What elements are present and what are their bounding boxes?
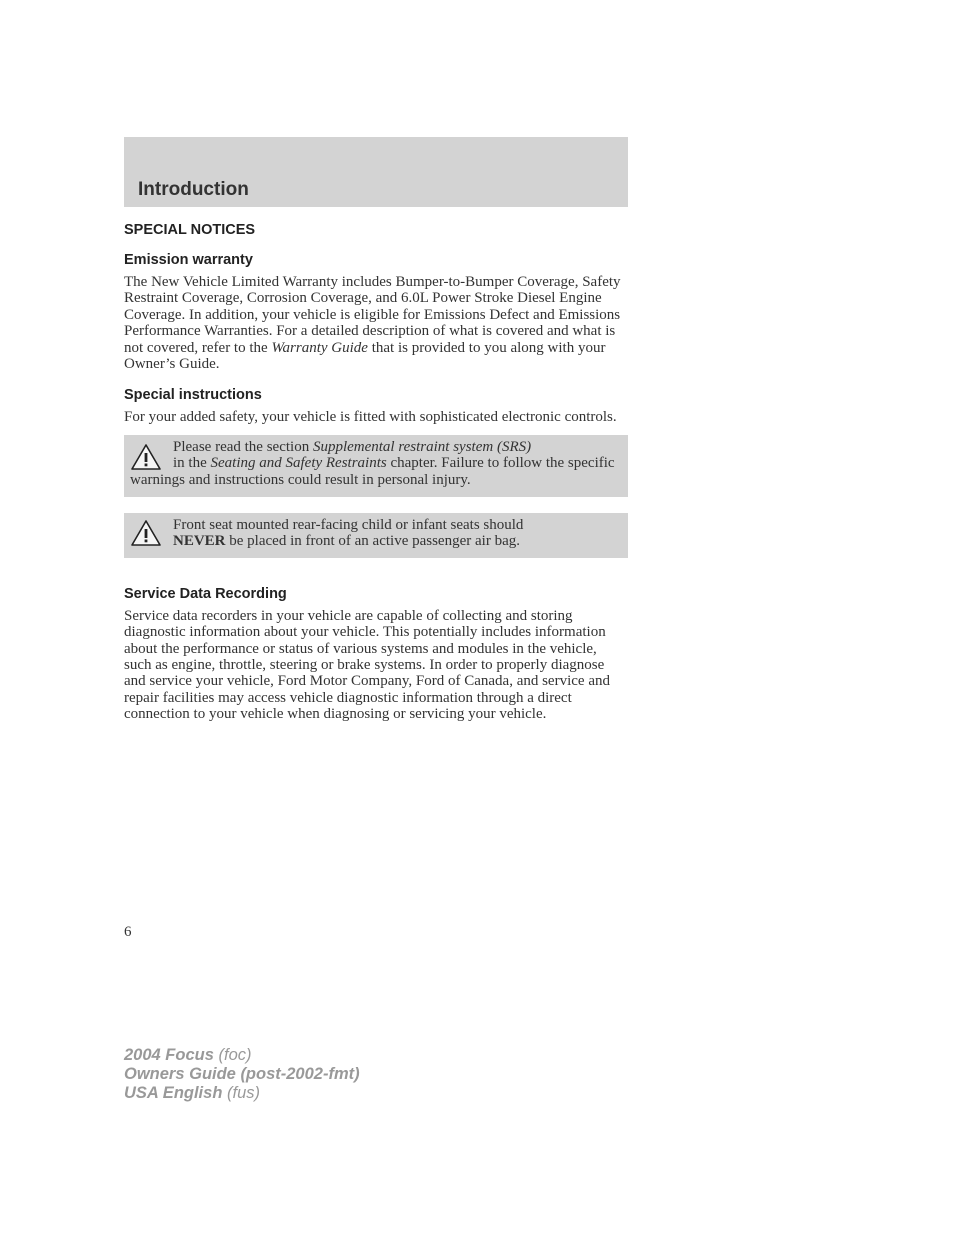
footer-guide: Owners Guide (post-2002-fmt) bbox=[124, 1065, 360, 1083]
child-seat-warning-text bbox=[130, 517, 622, 550]
warning-triangle-icon bbox=[130, 519, 162, 552]
footer-line-3 bbox=[124, 1084, 360, 1103]
section-title: SPECIAL NOTICES bbox=[124, 222, 256, 238]
warning-triangle-icon bbox=[130, 443, 162, 476]
srs-section-title: Supplemental restraint system (SRS) bbox=[312, 438, 532, 455]
page-content bbox=[124, 220, 628, 723]
footer-language: USA English bbox=[124, 1084, 223, 1102]
footer-language-code: (fus) bbox=[227, 1084, 260, 1102]
warranty-guide-title: Warranty Guide bbox=[271, 339, 368, 356]
srs-warning-pre: Please read the section bbox=[173, 438, 310, 455]
child-seat-warning-box bbox=[124, 513, 628, 558]
srs-warning-text bbox=[130, 439, 622, 489]
page-number: 6 bbox=[124, 924, 132, 940]
srs-warning-post: chapter. Failure to follow the specific warnings and instructions could result in personal injury. bbox=[130, 455, 615, 489]
chapter-title: Introduction bbox=[138, 179, 249, 200]
emission-heading: Emission warranty bbox=[124, 252, 253, 268]
chapter-header bbox=[124, 137, 628, 207]
footer-model: 2004 Focus bbox=[124, 1046, 214, 1064]
srs-warning-box bbox=[124, 435, 628, 497]
child-seat-warning-post: be placed in front of an active passenger air bag. bbox=[229, 533, 520, 550]
special-instructions-heading: Special instructions bbox=[124, 387, 262, 404]
footer-line-2 bbox=[124, 1065, 360, 1084]
special-instructions-paragraph: For your added safety, your vehicle is fitted with sophisticated electronic controls. bbox=[124, 409, 617, 426]
footer-model-code: (foc) bbox=[218, 1046, 252, 1064]
footer-line-1 bbox=[124, 1046, 360, 1065]
never-emphasis: NEVER bbox=[173, 533, 226, 550]
document-footer bbox=[124, 1046, 360, 1103]
seating-chapter-title: Seating and Safety Restraints bbox=[210, 455, 387, 472]
service-data-heading: Service Data Recording bbox=[124, 585, 287, 602]
service-data-paragraph: Service data recorders in your vehicle are capable of collecting and storing diagnostic information about your vehicle. This potentially includes information about the performance or status of various systems and modules in the vehicle, such as engine, throttle, steering or brake systems. In order to properly diagnose and service your vehicle, Ford Motor Company, Ford of Canada, and service and repair facilities may access vehicle diagnostic information through a direct connection to your vehicle when diagnosing or servicing your vehicle. bbox=[124, 607, 610, 723]
child-seat-warning-pre: Front seat mounted rear-facing child or infant seats should bbox=[173, 516, 524, 533]
srs-warning-mid: in the bbox=[173, 455, 207, 472]
emission-text-2: that is provided to you along with your Owner’s Guide. bbox=[124, 339, 606, 373]
emission-paragraph bbox=[124, 274, 628, 372]
emission-text-1: The New Vehicle Limited Warranty includes Bumper-to-Bumper Coverage, Safety Restraint Coverage, Corrosion Coverage, and 6.0L Power Stroke Diesel Engine Coverage. In addition, your vehicle is eligible for Emissions Defect and Emissions Performance Warranties. For a detailed description of what is covered and what is not covered, refer to the bbox=[124, 274, 621, 356]
